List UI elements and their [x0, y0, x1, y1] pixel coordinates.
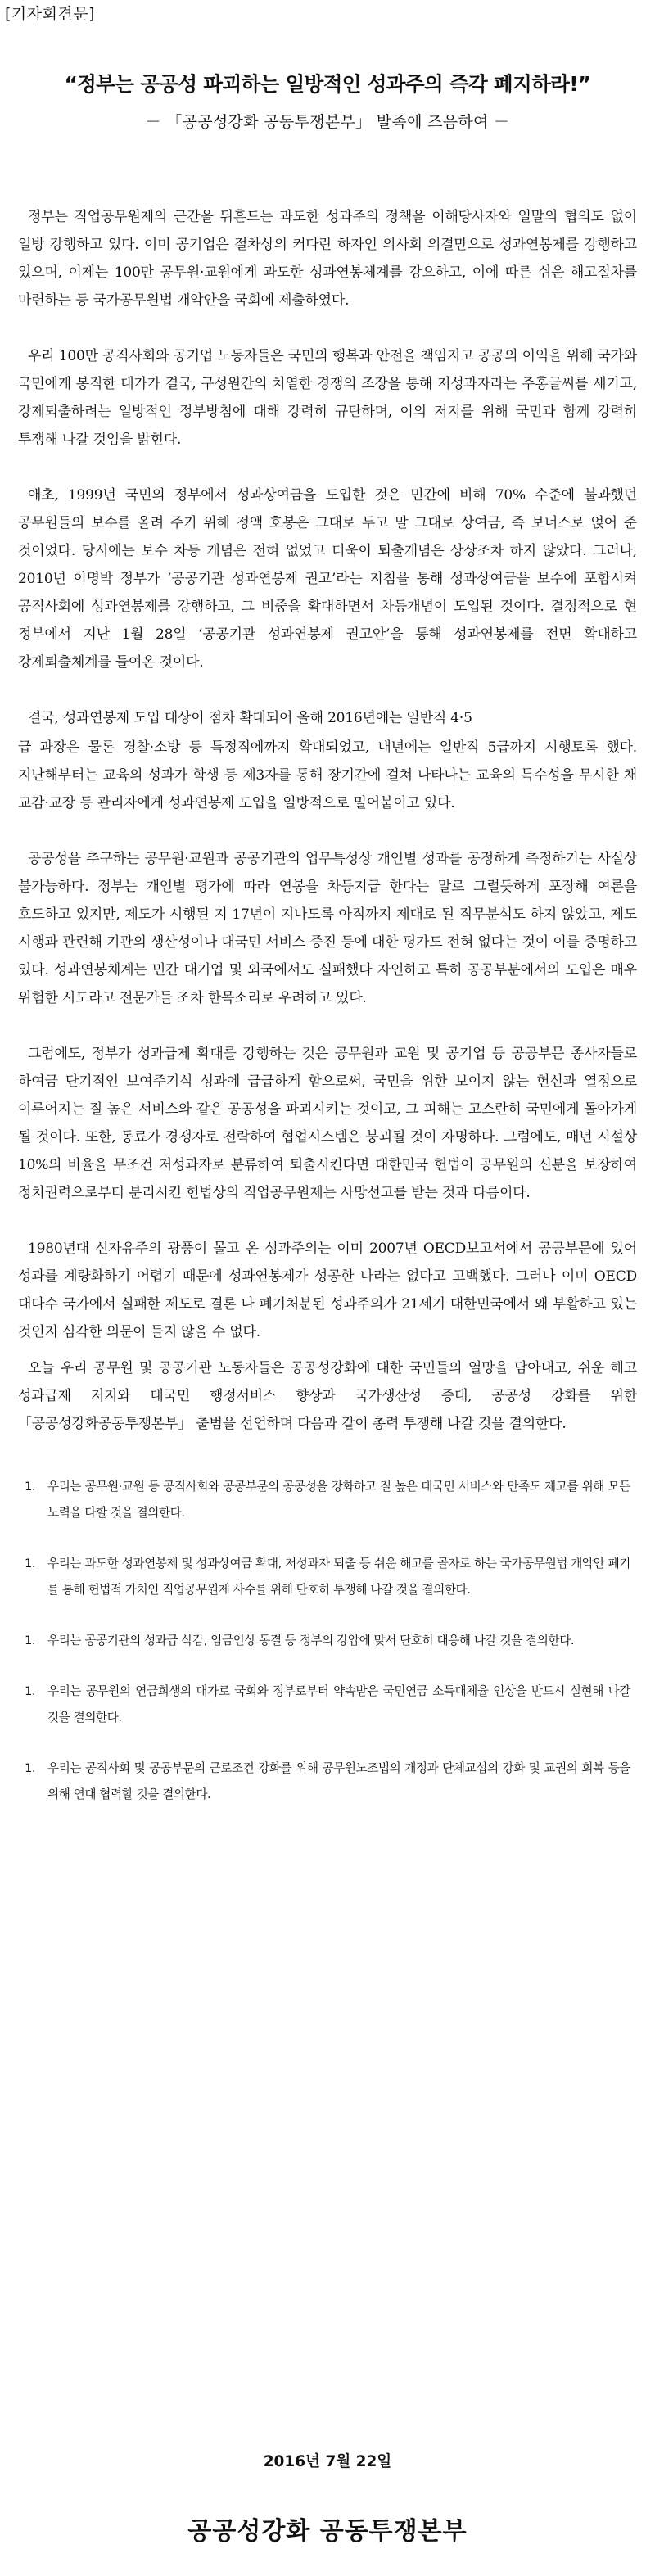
body-paragraph: 애초, 1999년 국민의 정부에서 성과상여금을 도입한 것은 민간에 비해 70% 수준에 불과했던 공무원들의 보수를 올려 주기 위해 정액 호봉은 그대로 두고 말 그대로 상여금, 즉 보너스로 얹어 준 것이었다. 당시에는 보수 차등 개념은 전혀 없었고 더욱이 퇴출개념은 상상조차 하지 않았다. 그러나, 2010년 이명박 정부가 ‘공공기관 성과연봉제 권고’라는 지침을 통해 성과상여금을 보수에 포함시켜 공직사회에 성과연봉제를 강행하고, 그 비중을 확대하면서 차등개념이 도입된 것이다. 결정적으로 현 정부에서 지난 1월 28일 ‘공공기관 성과연봉제 권고안’을 통해 성과연봉제를 전면 확대하고 강제퇴출체계를 들여온 것이다. — [18, 487, 637, 671]
resolution-text: 우리는 공공기관의 성과급 삭감, 임금인상 동결 등 정부의 강압에 맞서 단호히 대응해 나갈 것을 결의한다. — [47, 1634, 575, 1647]
list-item — [25, 1756, 630, 1808]
resolution-number: 1. — [25, 1761, 36, 1775]
list-item — [25, 1474, 630, 1526]
list-item — [25, 1628, 630, 1654]
resolution-text: 우리는 공직사회 및 공공부문의 근로조건 강화를 위해 공무원노조법의 개정과 단체교섭의 강화 및 교권의 회복 등을 위해 연대 협력할 것을 결의한다. — [47, 1761, 630, 1801]
body-paragraph: 1980년대 신자유주의 광풍이 몰고 온 성과주의는 이미 2007년 OECD보고서에서 공공부문에 있어 성과를 계량화하기 어렵기 때문에 성과연봉제가 성공한 나라는 없다고 고백했다. 그러나 이미 OECD 대다수 국가에서 실패한 제도로 결론 나 폐기처분된 성과주의가 21세기 대한민국에서 왜 부활하고 있는 것인지 심각한 의문이 들지 않을 수 없다. — [18, 1241, 637, 1340]
body-paragraph: 정부는 직업공무원제의 근간을 뒤흔드는 과도한 성과주의 정책을 이해당사자와 일말의 협의도 없이 일방 강행하고 있다. 이미 공기업은 절차상의 커다란 하자인 의사회 의결만으로 성과연봉제를 강행하고 있으며, 이제는 100만 공무원·교원에게 과도한 성과연봉체계를 강요하고, 이에 따른 쉬운 해고절차를 마련하는 등 국가공무원법 개악안을 국회에 제출하였다. — [18, 209, 637, 309]
resolution-number: 1. — [25, 1557, 36, 1570]
body-paragraph: 공공성을 추구하는 공무원·교원과 공공기관의 업무특성상 개인별 성과를 공정하게 측정하기는 사실상 불가능하다. 정부는 개인별 평가에 따라 연봉을 차등지급 한다는 말로 그럴듯하게 포장해 여론을 호도하고 있지만, 제도가 시행된 지 17년이 지나도록 아직까지 제대로 된 직무분석도 하지 않았고, 제도 시행과 관련해 기관의 생산성이나 대국민 서비스 증진 등에 대한 평가도 전혀 없다는 것이 이를 증명하고 있다. 성과연봉체계는 민간 대기업 및 외국에서도 실패했다 자인하고 특히 공공부분에서의 도입은 매우 위험한 시도라고 전문가들 조차 한목소리로 우려하고 있다. — [18, 851, 637, 1006]
organization-name: 공공성강화 공동투쟁본부 — [187, 2517, 468, 2546]
body-paragraph: 급 과장은 물론 경찰·소방 등 특정직에까지 확대되었고, 내년에는 일반직 5급까지 시행토록 했다. 지난해부터는 교육의 성과가 학생 등 제3자를 통해 장기간에 걸쳐 나타나는 교육의 특수성을 무시한 채 교감·교장 등 관리자에게 성과연봉제 도입을 일방적으로 밀어붙이고 있다. — [18, 739, 637, 811]
list-item — [25, 1679, 630, 1731]
resolution-number: 1. — [25, 1480, 36, 1494]
document-type-label: [기자회견문] — [5, 5, 96, 23]
body-paragraph: 오늘 우리 공무원 및 공공기관 노동자들은 공공성강화에 대한 국민들의 열망을 담아내고, 쉬운 해고 성과급제 저지와 대국민 행정서비스 향상과 국가생산성 증대, 공공성 강화를 위한 「공공성강화공동투쟁본부」 출범을 선언하며 다음과 같이 총력 투쟁해 나갈 것을 결의한다. — [18, 1360, 637, 1432]
resolution-text: 우리는 과도한 성과연봉제 및 성과상여금 확대, 저성과자 퇴출 등 쉬운 해고를 골자로 하는 국가공무원법 개악안 폐기를 통해 헌법적 가치인 직업공무원제 사수를 위해 단호히 투쟁해 나갈 것을 결의한다. — [47, 1557, 630, 1597]
resolution-number: 1. — [25, 1684, 36, 1698]
body-paragraph: 그럼에도, 정부가 성과급제 확대를 강행하는 것은 공무원과 교원 및 공기업 등 공공부문 종사자들로 하여금 단기적인 보여주기식 성과에 급급하게 함으로써, 국민을 위한 보이지 않는 헌신과 열정으로 이루어지는 질 높은 서비스와 같은 공공성을 파괴시키는 것이고, 그 피해는 고스란히 국민에게 돌아가게 될 것이다. 또한, 동료가 경쟁자로 전락하여 협업시스템은 붕괴될 것이 자명하다. 그럼에도, 매년 시설상 10%의 비율을 무조건 저성과자로 분류하여 퇴출시킨다면 대한민국 헌법이 공무원의 신분을 보장하여 정치권력으로부터 분리시킨 헌법상의 직업공무원제는 사망선고를 받는 것과 다름이다. — [18, 1046, 637, 1201]
statement-date: 2016년 7월 22일 — [263, 2453, 392, 2470]
resolution-list — [25, 1474, 630, 1833]
body-paragraph: 우리 100만 공직사회와 공기업 노동자들은 국민의 행복과 안전을 책임지고 공공의 이익을 위해 국가와 국민에게 봉직한 대가가 결국, 구성원간의 치열한 경쟁의 조장을 통해 저성과자라는 주홍글씨를 새기고, 강제퇴출하려는 일방적인 정부방침에 대해 강력히 규탄하며, 이의 저지를 위해 국민과 함께 강력히 투쟁해 나갈 것임을 밝힌다. — [18, 348, 637, 448]
resolution-number: 1. — [25, 1634, 36, 1647]
page-subtitle: － 「공공성강화 공동투쟁본부」 발족에 즈음하여 － — [145, 113, 510, 131]
body-paragraph: 결국, 성과연봉제 도입 대상이 점차 확대되어 올해 2016년에는 일반직 4·5 — [28, 710, 472, 726]
list-item — [25, 1551, 630, 1603]
resolution-text: 우리는 공무원의 연금희생의 대가로 국회와 정부로부터 약속받은 국민연금 소득대체율 인상을 반드시 실현해 나갈 것을 결의한다. — [47, 1684, 630, 1724]
resolution-text: 우리는 공무원·교원 등 공직사회와 공공부문의 공공성을 강화하고 질 높은 대국민 서비스와 만족도 제고를 위해 모든 노력을 다할 것을 결의한다. — [47, 1480, 630, 1520]
page-title: “정부는 공공성 파괴하는 일방적인 성과주의 즉각 폐지하라!” — [64, 72, 591, 96]
